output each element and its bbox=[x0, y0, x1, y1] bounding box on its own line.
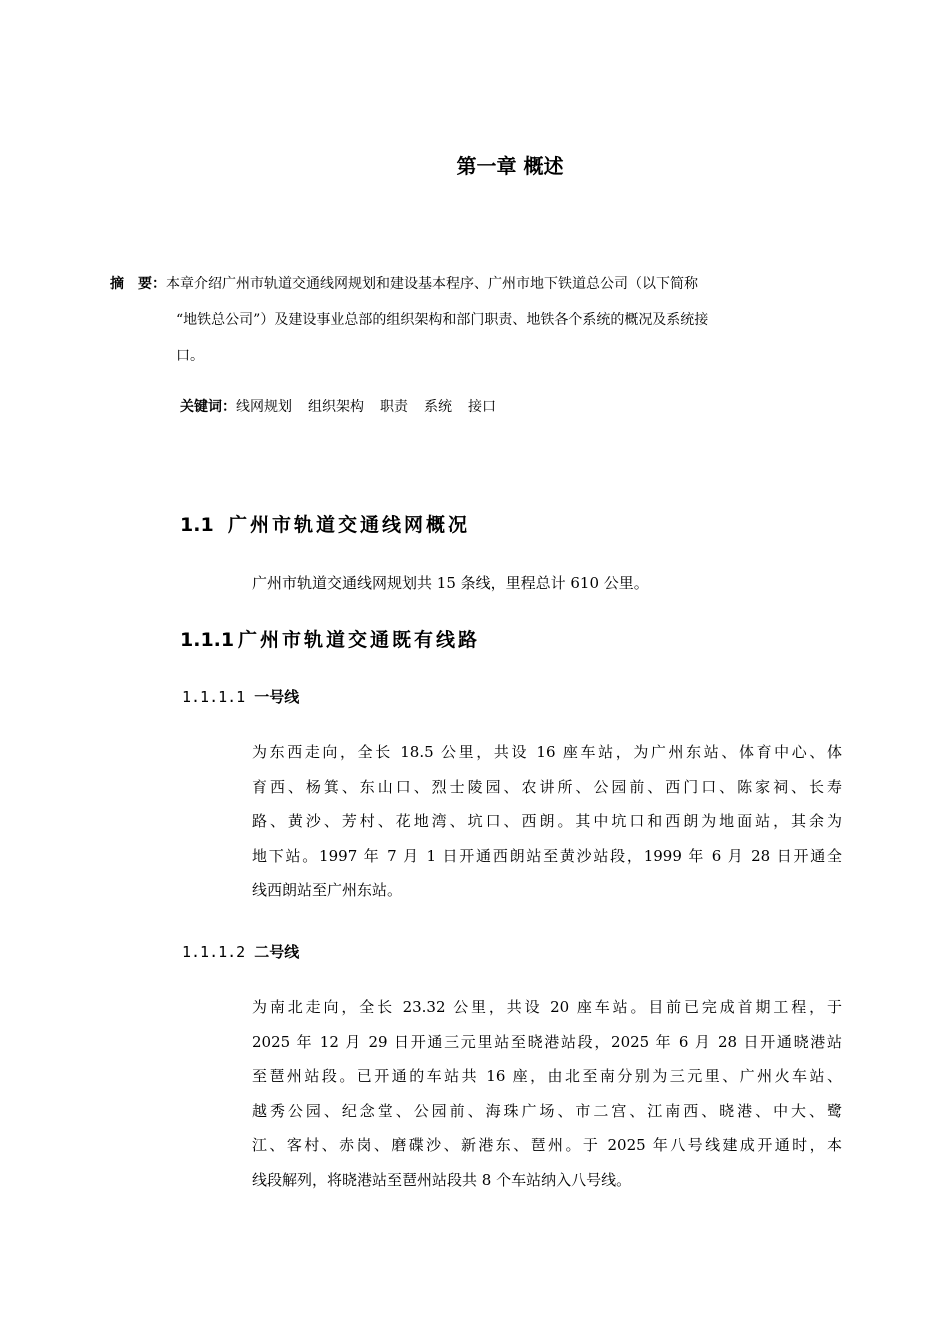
section-heading bbox=[180, 510, 470, 537]
paragraph-line: 为南北走向，全长 23.32 公里，共设 20 座车站。目前已完成首期工程，于 bbox=[252, 998, 842, 1016]
section-paragraph bbox=[252, 566, 842, 601]
abstract-line: 口。 bbox=[176, 348, 204, 364]
paragraph-line: 广州市轨道交通线网规划共 15 条线，里程总计 610 公里。 bbox=[252, 574, 649, 592]
abstract-text: 本章介绍广州市轨道交通线网规划和建设基本程序、广州市地下铁道总公司（以下简称 bbox=[166, 276, 698, 292]
paragraph-line: 路、黄沙、芳村、花地湾、坑口、西朗。其中坑口和西朗为地面站，其余为 bbox=[252, 812, 842, 830]
keywords bbox=[180, 396, 512, 416]
line-1-paragraph bbox=[252, 735, 842, 908]
paragraph-line: 地下站。1997 年 7 月 1 日开通西朗站至黄沙站段，1999 年 6 月 28 日开通全 bbox=[252, 846, 842, 865]
keywords-label: 关键词： bbox=[180, 399, 236, 415]
keyword: 组织架构 bbox=[308, 399, 364, 415]
line-2-number: 1.1.1.2 bbox=[182, 943, 246, 961]
paragraph-line: 线西朗站至广州东站。 bbox=[252, 881, 403, 899]
abstract-line bbox=[110, 266, 840, 302]
line-1-heading bbox=[182, 686, 299, 707]
abstract bbox=[110, 266, 840, 374]
abstract-paragraph bbox=[110, 266, 840, 374]
paragraph-line: 为东西走向，全长 18.5 公里，共设 16 座车站，为广州东站、体育中心、体 bbox=[252, 743, 842, 761]
abstract-line: “地铁总公司”）及建设事业总部的组织架构和部门职责、地铁各个系统的概况及系统接 bbox=[176, 312, 709, 328]
line-2-paragraph bbox=[252, 990, 842, 1197]
chapter-title: 第一章 概述 bbox=[456, 154, 564, 178]
subsection-title: 广州市轨道交通既有线路 bbox=[238, 629, 481, 651]
paragraph-line: 2025 年 12 月 29 日开通三元里站至晓港站段，2025 年 6 月 28 日开通晓港站 bbox=[252, 1032, 842, 1051]
keyword: 接口 bbox=[468, 399, 496, 415]
line-2-heading bbox=[182, 941, 299, 962]
keyword: 职责 bbox=[380, 399, 408, 415]
paragraph-line: 越秀公园、纪念堂、公园前、海珠广场、市二宫、江南西、晓港、中大、鹭 bbox=[252, 1101, 842, 1120]
keyword: 线网规划 bbox=[236, 399, 292, 415]
paragraph-line: 至琶州站段。已开通的车站共 16 座，由北至南分别为三元里、广州火车站、 bbox=[252, 1067, 842, 1085]
line-2-title: 二号线 bbox=[254, 943, 300, 961]
subsection-number: 1.1.1 bbox=[180, 629, 235, 651]
line-1-number: 1.1.1.1 bbox=[182, 688, 246, 706]
paragraph-line: 线段解列，将晓港站至琶州站段共 8 个车站纳入八号线。 bbox=[252, 1170, 632, 1189]
section-title: 广州市轨道交通线网概况 bbox=[228, 514, 471, 536]
paragraph-line: 育西、杨箕、东山口、烈士陵园、农讲所、公园前、西门口、陈家祠、长寿 bbox=[252, 777, 842, 796]
keyword: 系统 bbox=[424, 399, 452, 415]
line-1-title: 一号线 bbox=[254, 688, 300, 706]
section-number: 1.1 bbox=[180, 514, 214, 536]
abstract-label: 摘 要： bbox=[110, 276, 166, 292]
paragraph-line: 江、客村、赤岗、磨碟沙、新港东、琶州。于 2025 年八号线建成开通时，本 bbox=[252, 1136, 842, 1154]
subsection-heading bbox=[180, 625, 480, 652]
